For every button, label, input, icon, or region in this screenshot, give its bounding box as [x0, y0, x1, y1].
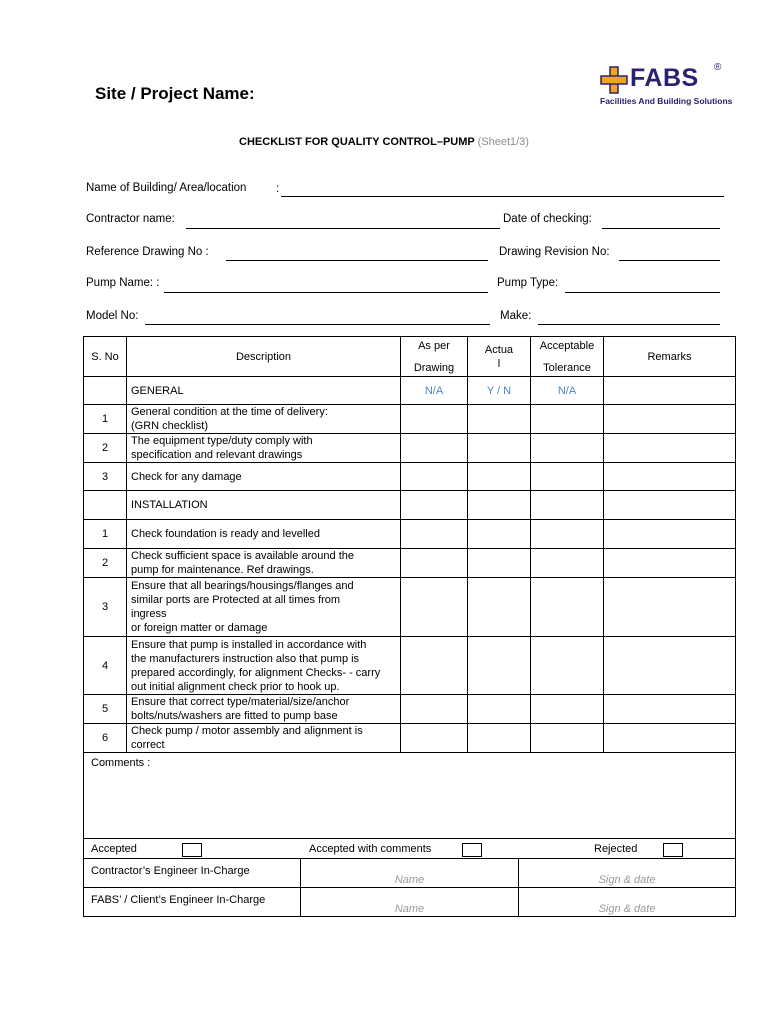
desc-line: Check pump / motor assembly and alignment is correct: [131, 725, 363, 751]
row-number: 1: [84, 520, 127, 549]
row-number: 5: [84, 695, 127, 724]
table-row: [84, 695, 736, 724]
cross-logo-icon: [600, 66, 628, 94]
as-per-cell[interactable]: [401, 578, 468, 637]
table-row: [84, 549, 736, 578]
remarks-cell[interactable]: [604, 520, 736, 549]
rejected-checkbox[interactable]: [663, 843, 683, 857]
tolerance-cell[interactable]: [531, 578, 604, 637]
as-per-cell[interactable]: [401, 434, 468, 463]
section-label-general: GENERAL: [127, 377, 401, 405]
col-header-as-per-drawing: [401, 337, 468, 377]
make-field[interactable]: [538, 324, 720, 325]
row-number: 6: [84, 724, 127, 753]
decision-cell: [84, 839, 736, 859]
row-description: [127, 724, 401, 753]
as-per-cell[interactable]: [401, 724, 468, 753]
logo-subtitle: Facilities And Building Solutions: [600, 96, 733, 106]
tolerance-cell[interactable]: [531, 637, 604, 695]
tolerance-cell[interactable]: [531, 549, 604, 578]
general-tolerance: N/A: [531, 377, 604, 405]
accepted-with-comments-checkbox[interactable]: [462, 843, 482, 857]
general-as-per: N/A: [401, 377, 468, 405]
fabs-logo: [600, 62, 733, 112]
desc-line: General condition at the time of delivery: (GRN checklist): [131, 406, 328, 432]
table-header-row: [84, 337, 736, 377]
row-description: [127, 520, 401, 549]
decision-row: [84, 839, 736, 859]
as-per-cell[interactable]: [401, 637, 468, 695]
table-row: [84, 434, 736, 463]
signature-table: [83, 858, 736, 917]
table-row: [84, 724, 736, 753]
general-actual: Y / N: [468, 377, 531, 405]
tolerance-line1: Acceptable: [539, 339, 595, 352]
as-per-cell[interactable]: [401, 405, 468, 434]
actual-cell[interactable]: [468, 724, 531, 753]
col-header-tolerance: [531, 337, 604, 377]
row-description: [127, 637, 401, 695]
desc-line: Ensure that all bearings/housings/flanges and similar ports are Protected at all times from ingress or foreign matter or damage: [131, 580, 354, 634]
rejected-label: Rejected: [594, 843, 638, 855]
drawing-revision-field[interactable]: [619, 260, 720, 261]
row-description: [127, 434, 401, 463]
desc-line: Check sufficient space is available around the pump for maintenance. Ref drawings.: [131, 550, 354, 576]
contractor-name-field[interactable]: Name: [301, 859, 519, 888]
table-row: [84, 520, 736, 549]
actual-line1: Actua: [484, 343, 514, 356]
pump-type-field[interactable]: [565, 292, 720, 293]
section-label-installation: INSTALLATION: [127, 491, 401, 520]
as-per-line2: Drawing: [413, 361, 455, 374]
remarks-cell[interactable]: [604, 549, 736, 578]
contractor-field[interactable]: [186, 228, 500, 229]
checklist-title: [0, 136, 768, 148]
row-number: 2: [84, 434, 127, 463]
accepted-checkbox[interactable]: [182, 843, 202, 857]
comments-row: [84, 753, 736, 839]
signature-row-client: [84, 888, 736, 917]
row-description: [127, 463, 401, 491]
pump-name-label: Pump Name: :: [86, 277, 160, 289]
row-number: 2: [84, 549, 127, 578]
section-row-installation: [84, 491, 736, 520]
remarks-cell[interactable]: [604, 463, 736, 491]
col-header-sno: S. No: [84, 337, 127, 377]
actual-line2: l: [497, 357, 501, 370]
remarks-cell[interactable]: [604, 724, 736, 753]
comments-area[interactable]: [84, 753, 736, 839]
tolerance-cell[interactable]: [531, 520, 604, 549]
as-per-cell[interactable]: [401, 463, 468, 491]
tolerance-line2: Tolerance: [543, 361, 591, 374]
tolerance-cell[interactable]: [531, 463, 604, 491]
as-per-cell[interactable]: [401, 520, 468, 549]
signature-row-contractor: [84, 859, 736, 888]
row-description: [127, 578, 401, 637]
date-checking-field[interactable]: [602, 228, 720, 229]
date-checking-label: Date of checking:: [503, 213, 592, 225]
actual-cell[interactable]: [468, 520, 531, 549]
client-sign-field[interactable]: Sign & date: [519, 888, 736, 917]
accepted-label: Accepted: [91, 843, 137, 855]
row-number: 3: [84, 578, 127, 637]
remarks-cell[interactable]: [604, 405, 736, 434]
actual-cell[interactable]: [468, 549, 531, 578]
as-per-cell[interactable]: [401, 549, 468, 578]
page-title: Site / Project Name:: [95, 84, 255, 103]
row-description: [127, 405, 401, 434]
row-number: 1: [84, 405, 127, 434]
comments-label: Comments :: [91, 757, 151, 769]
desc-line: Ensure that correct type/material/size/anchor bolts/nuts/washers are fitted to pump base: [131, 696, 350, 722]
remarks-cell[interactable]: [604, 695, 736, 724]
building-label: Name of Building/ Area/location: [86, 182, 247, 194]
remarks-cell[interactable]: [604, 578, 736, 637]
accepted-with-comments-label: Accepted with comments: [309, 843, 432, 855]
actual-cell[interactable]: [468, 405, 531, 434]
desc-line: Ensure that pump is installed in accordance with the manufacturers instruction also that pump is prepared accordingly, for alignment Checks- - carry out initial alignment check prior to hook up.: [131, 638, 381, 693]
checklist-title-text: CHECKLIST FOR QUALITY CONTROL–PUMP: [239, 136, 475, 148]
actual-cell[interactable]: [468, 637, 531, 695]
model-no-label: Model No:: [86, 310, 139, 322]
row-description: [127, 549, 401, 578]
table-row: [84, 637, 736, 695]
tolerance-cell[interactable]: [531, 695, 604, 724]
remarks-cell[interactable]: [604, 434, 736, 463]
tolerance-cell[interactable]: [531, 434, 604, 463]
table-row: [84, 405, 736, 434]
logo-brand: FABS: [630, 64, 699, 92]
section-row-general: [84, 377, 736, 405]
actual-cell[interactable]: [468, 695, 531, 724]
contractor-engineer-label: Contractor’s Engineer In-Charge: [84, 859, 301, 888]
as-per-cell[interactable]: [401, 695, 468, 724]
pump-name-field[interactable]: [164, 292, 488, 293]
desc-line: Check for any damage: [131, 470, 242, 483]
table-row: [84, 578, 736, 637]
col-header-remarks: Remarks: [604, 337, 736, 377]
client-name-field[interactable]: Name: [301, 888, 519, 917]
actual-cell[interactable]: [468, 578, 531, 637]
client-engineer-label: FABS’ / Client’s Engineer In-Charge: [84, 888, 301, 917]
row-number: 3: [84, 463, 127, 491]
tolerance-cell[interactable]: [531, 724, 604, 753]
make-label: Make:: [500, 310, 532, 322]
sheet-number: (Sheet1/3): [477, 136, 529, 148]
table-row: [84, 463, 736, 491]
tolerance-cell[interactable]: [531, 405, 604, 434]
as-per-line1: As per: [418, 339, 450, 352]
remarks-cell[interactable]: [604, 637, 736, 695]
actual-cell[interactable]: [468, 434, 531, 463]
logo-registered: ®: [714, 62, 722, 73]
actual-cell[interactable]: [468, 463, 531, 491]
pump-type-label: Pump Type:: [497, 277, 559, 289]
drawing-revision-label: Drawing Revision No:: [499, 246, 610, 258]
col-header-actual: [468, 337, 531, 377]
contractor-sign-field[interactable]: Sign & date: [519, 859, 736, 888]
ref-drawing-label: Reference Drawing No :: [86, 246, 209, 258]
contractor-label: Contractor name:: [86, 213, 175, 225]
desc-line: Check foundation is ready and levelled: [131, 528, 320, 540]
checklist-table: [83, 336, 736, 859]
row-description: [127, 695, 401, 724]
row-number: 4: [84, 637, 127, 695]
building-field[interactable]: [281, 196, 724, 197]
building-colon: :: [276, 183, 280, 195]
ref-drawing-field[interactable]: [226, 260, 488, 261]
desc-line: The equipment type/duty comply with specification and relevant drawings: [131, 435, 313, 461]
col-header-description: Description: [127, 337, 401, 377]
model-no-field[interactable]: [145, 324, 490, 325]
